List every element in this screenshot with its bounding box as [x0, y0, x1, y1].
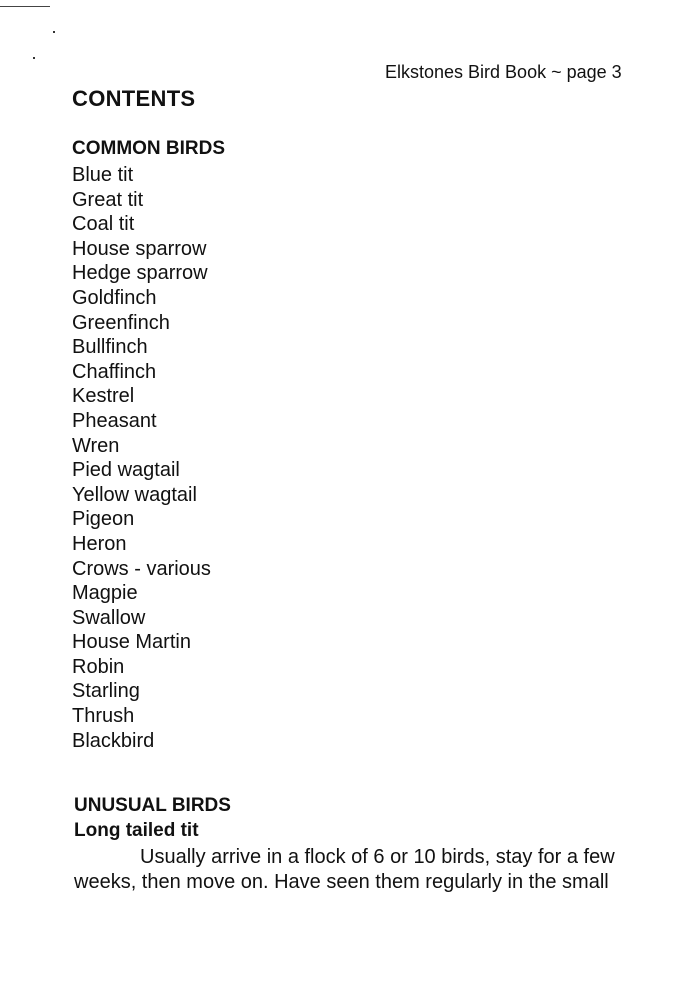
list-item: House sparrow [72, 237, 207, 260]
list-item: Kestrel [72, 385, 135, 408]
bird-entry-title: Long tailed tit [74, 820, 199, 841]
scan-edge-mark [0, 6, 50, 7]
scan-speck [53, 31, 55, 33]
running-header: Elkstones Bird Book ~ page 3 [385, 62, 622, 82]
list-item: Pheasant [72, 409, 157, 432]
list-item: Wren [72, 434, 120, 457]
list-item: Robin [72, 655, 125, 678]
unusual-birds-heading: UNUSUAL BIRDS [74, 795, 231, 816]
scan-speck [33, 57, 35, 59]
list-item: Pigeon [72, 508, 135, 531]
common-birds-heading: COMMON BIRDS [72, 138, 226, 159]
list-item: House Martin [72, 631, 191, 654]
list-item: Blue tit [72, 164, 134, 186]
list-item: Goldfinch [72, 286, 157, 309]
list-item: Greenfinch [72, 311, 170, 334]
list-item: Yellow wagtail [72, 483, 197, 506]
list-item: Heron [72, 532, 127, 555]
list-item: Thrush [72, 705, 135, 728]
list-item: Blackbird [72, 729, 155, 752]
common-birds-list [72, 163, 211, 753]
list-item: Chaffinch [72, 360, 157, 383]
list-item: Great tit [72, 188, 144, 211]
list-item: Magpie [72, 582, 138, 605]
list-item: Starling [72, 680, 140, 703]
list-item: Hedge sparrow [72, 262, 208, 285]
list-item: Crows - various [72, 557, 211, 580]
bird-entry-text: Usually arrive in a flock of 6 or 10 birds, stay for a few weeks, then move on. Have seen them regularly in the small [74, 846, 615, 893]
list-item: Bullfinch [72, 336, 148, 359]
list-item: Swallow [72, 606, 146, 629]
list-item: Coal tit [72, 213, 135, 236]
list-item: Pied wagtail [72, 459, 180, 482]
page-title: CONTENTS [72, 86, 196, 111]
